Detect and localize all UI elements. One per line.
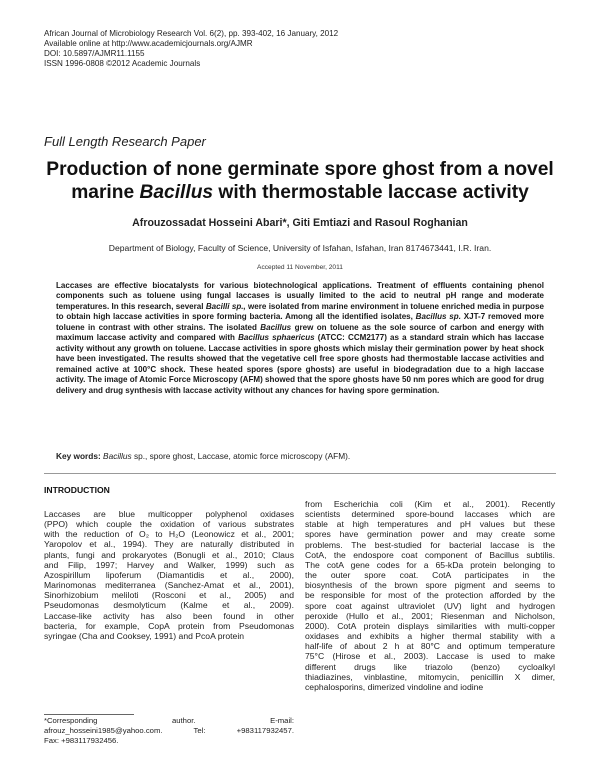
text-line: Yaropolov et al., 1994). They are naturally distributed in (44, 539, 294, 550)
text-line: Azospirillum lipoferum (Diamantidis et al., 2000), (44, 569, 294, 580)
corresponding-author-footnote (44, 716, 294, 746)
text-line: (PPO) which couple the oxidation of various substrates (44, 519, 294, 530)
text-line: *Corresponding author. E-mail: (44, 716, 294, 725)
title-line-2: marine Bacillus with thermostable laccase activity (71, 182, 529, 203)
text-line: Pseudomonas desmolyticum (Kalme et al., 2009). (44, 600, 294, 611)
text-line: problems. The best-studied for bacterial laccase is the (305, 539, 555, 550)
title-line-1: Production of none germinate spore ghost from a novel (46, 159, 554, 180)
keywords-label: Key words: (56, 451, 101, 461)
text-line: and Filip, 1997; Harvey and Walker, 1999) such as (44, 559, 294, 570)
authors: Afrouzossadat Hosseini Abari*, Giti Emtiazi and Rasoul Roghanian (132, 217, 468, 229)
text-line: thiadiazines, vinblastine, mitomycin, penicillin X dimer, (305, 671, 555, 682)
text-line: Sinorhizobium meliloti (Rosconi et al., 2005) and (44, 590, 294, 601)
text-line: Marinomonas mediterranea (Sanchez-Amat et al., 2001), (44, 580, 294, 591)
text-line: be responsible for most of the protection afforded by the (305, 590, 555, 601)
section-divider (44, 473, 556, 474)
text-line: 75°C (Hirose et al., 2003). Laccase is used to make (305, 651, 555, 662)
introduction-heading: INTRODUCTION (44, 485, 110, 495)
text-line: cephalosporins, dimerized vindoline and iodine (305, 681, 484, 692)
text-line: from Escherichia coli (Kim et al., 2001). Recently (305, 499, 555, 509)
text-line: 2000). CotA protein displays similarities with multi-copper (305, 620, 555, 631)
footnote-rule (44, 714, 134, 715)
keywords: Key words: Bacillus sp., spore ghost, Laccase, atomic force microscopy (AFM). (56, 451, 351, 461)
issn: ISSN 1996-0808 ©2012 Academic Journals (44, 59, 201, 68)
text-line: oxidases and exhibits a higher thermal stability with a (305, 631, 555, 642)
text-line: Laccase-like activity has also been found in other (44, 610, 294, 621)
abstract: Laccases are effective biocatalysts for various biotechnological applications. Treatment of effluents containing phenol components such as toluene using fungal laccases is usually limited to the acid to neutral pH range and moderate temperatures. In this research, several Bacilli sp., were isolated from marine environment in toluene enriched media in purpose to obtain high laccase activities in spore forming bacteria. Among all the identified isolates, Bacillus sp. XJT-7 removed more toluene in contrast with other strains. The isolated Bacillus grew on toluene as the sole source of carbon and energy with maximum laccase activity and compared with Bacillus sphaericus (ATCC: CCM2177) as a standard strain which has laccase activity without any growth on toluene. Laccase activities in spore ghosts which mislay their germination power by heat shock have been investigated. The results showed that the vegetative cell free spore ghosts had thermostable laccase activities and remained active at 100°C shock. These heated spores (spore ghosts) are useful in biodegradation due to a high laccase activity. The image of Atomic Force Microscopy (AFM) showed that the spore ghosts have 50 nm pores which are good for drug delivery and drug synthesis with laccase activity without any chances for having spore germination. (56, 281, 545, 395)
text-line: different drugs like triazolo (benzo) cycloalkyl (305, 661, 555, 672)
affiliation: Department of Biology, Faculty of Science, University of Isfahan, Isfahan, Iran 8174673441, I.R. Iran. (108, 243, 492, 253)
doi: DOI: 10.5897/AJMR11.1155 (44, 49, 145, 58)
text-line: the outer spore coat. CotA participates in the (305, 570, 555, 581)
journal-header (44, 29, 338, 69)
text-line: biosynthesis of the brown spore pigment and seems to (305, 580, 555, 591)
text-line: plants, fungi and prokaryotes (Bonugli et al., 2010; Claus (44, 549, 294, 560)
text-line: peroxide (Hullo et al., 2001; Riesenman and Nicholson, (305, 610, 555, 621)
text-line: Laccases are blue multicopper polyphenol oxidases (44, 509, 294, 519)
text-line: CotA, the endospore coat component of Bacillus subtilis. (305, 549, 555, 560)
accepted-date: Accepted 11 November, 2011 (257, 264, 343, 271)
text-line: bacteria, for example, CopA protein from Pseudomonas (44, 620, 294, 631)
text-line: syringae (Cha and Cooksey, 1991) and PcoA protein (44, 630, 245, 641)
paper-type: Full Length Research Paper (44, 134, 206, 149)
text-line: The cotA gene codes for a 65-kDa protein belonging to (305, 559, 555, 570)
journal-citation: African Journal of Microbiology Research Vol. 6(2), pp. 393-402, 16 January, 2012 (44, 29, 339, 38)
text-line: spores have germination power and may create some (305, 529, 555, 540)
paper-title (30, 158, 570, 204)
journal-url: Available online at http://www.academicjournals.org/AJMR (44, 39, 253, 48)
text-line: stable at high temperatures and pH values but these (305, 519, 555, 530)
text-line: spore coat against ultraviolet (UV) light and hydrogen (305, 600, 555, 611)
intro-left-column (44, 509, 294, 713)
text-line: Fax: +983117932456. (44, 736, 119, 745)
title-italic-genus: Bacillus (139, 182, 214, 203)
text-line: scientists determined spore-bound laccases which are (305, 509, 555, 520)
text-line: half-life of about 2 h at 80°C and optimum temperature (305, 641, 555, 652)
text-line: afrouz_hosseini1985@yahoo.com. Tel: +983117932457. (44, 726, 294, 735)
text-line: with the reduction of O₂ to H₂O (Leonowicz et al., 2001; (44, 529, 294, 540)
intro-right-column (305, 499, 555, 769)
